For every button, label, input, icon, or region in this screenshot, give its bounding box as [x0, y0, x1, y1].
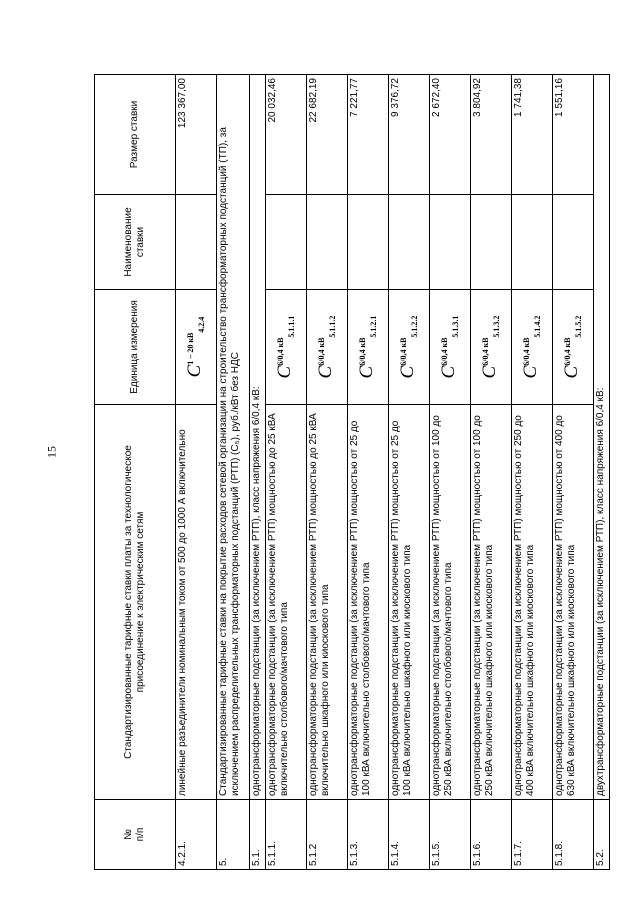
rate-value: 2 672,40: [430, 75, 471, 195]
rate-symbol-main: C: [478, 365, 500, 379]
row-description: однотрансформаторные подстанции (за исключением РТП) мощностью от 250 до 400 кВА включительно шкафного или киоскового типа: [512, 405, 553, 800]
rate-symbol-sup: 6/0,4 кВ: [275, 337, 285, 366]
rate-symbol-main: C: [396, 365, 418, 379]
rate-value: 1 551,16: [553, 75, 594, 195]
rate-symbol: [348, 290, 389, 405]
table-row: [512, 75, 553, 870]
row-number: 5.1.3.: [348, 800, 389, 870]
rate-value: 20 032,46: [266, 75, 307, 195]
row-number: 5.1.1.: [266, 800, 307, 870]
rate-symbol-main: C: [437, 365, 459, 379]
rate-name-cell: [471, 195, 512, 290]
rate-value: 9 376,72: [389, 75, 430, 195]
rate-symbol-main: C: [560, 365, 582, 379]
rate-symbol-main: C: [273, 365, 295, 379]
table-row: [348, 75, 389, 870]
rate-symbol-sub: 4.2.4: [196, 316, 206, 333]
row-description: однотрансформаторные подстанции (за исключением РТП) мощностью от 400 до 630 кВА включительно шкафного или киоскового типа: [553, 405, 594, 800]
rate-name-cell: [266, 195, 307, 290]
rate-symbol-sub: 5.1.2.2: [409, 315, 419, 338]
row-description: однотрансформаторные подстанции (за исключением РТП) мощностью от 100 до 250 кВА включительно шкафного или киоскового типа: [471, 405, 512, 800]
rate-symbol-main: C: [519, 365, 541, 379]
rate-symbol-sup: 6/0,4 кВ: [521, 337, 531, 366]
table-row: [307, 75, 348, 870]
row-description: однотрансформаторные подстанции (за исключением РТП) мощностью до 25 кВА включительно столбового/мачтового типа: [266, 405, 307, 800]
row-number: 5.1.8.: [553, 800, 594, 870]
rate-name-cell: [348, 195, 389, 290]
table-row: [553, 75, 594, 870]
page-number: 15: [44, 446, 59, 458]
row-number: 5.1.5.: [430, 800, 471, 870]
section-row: [217, 75, 250, 870]
rate-symbol-sup: 6/0,4 кВ: [357, 337, 367, 366]
rate-symbol-sup: 1 – 20 кВ: [185, 332, 195, 365]
header-num: № п/п: [95, 800, 176, 870]
row-description: однотрансформаторные подстанции (за исключением РТП) мощностью от 100 до 250 кВА включительно столбового/мачтового типа: [430, 405, 471, 800]
rate-symbol-main: C: [314, 365, 336, 379]
row-number: 5.2.: [594, 800, 610, 870]
rate-symbol-sup: 6/0,4 кВ: [316, 337, 326, 366]
tariff-table: [94, 74, 610, 870]
rate-symbol: [471, 290, 512, 405]
rate-symbol-sub: 5.1.4.2: [532, 315, 542, 338]
table-header-row: [95, 75, 176, 870]
row-description: однотрансформаторные подстанции (за исключением РТП) мощностью от 25 до 100 кВА включительно шкафного или киоскового типа: [389, 405, 430, 800]
header-unit: Единица измерения: [95, 290, 176, 405]
rate-value: 22 682,19: [307, 75, 348, 195]
rate-symbol-sub: 5.1.3.1: [450, 315, 460, 338]
subsection-row: [250, 75, 266, 870]
section-title: Стандартизированные тарифные ставки на покрытие расходов сетевой организации на строительство трансформаторных подстанций (ТП), за исключением распределительных трансформаторных подстанций (РТП) (С₅), руб./кВт без НДС: [217, 75, 250, 800]
row-number: 5.1.4.: [389, 800, 430, 870]
rate-symbol-main: C: [183, 364, 205, 378]
rate-value: 7 221,77: [348, 75, 389, 195]
header-rate-name: Наименование ставки: [95, 195, 176, 290]
rate-value: 1 741,38: [512, 75, 553, 195]
subsection-title: двухтрансформаторные подстанции (за исключением РТП), класс напряжения 6/0,4 кВ:: [594, 75, 610, 800]
row-number: 5.1.2: [307, 800, 348, 870]
row-description: однотрансформаторные подстанции (за исключением РТП) мощностью до 25 кВА включительно шкафного или киоскового типа: [307, 405, 348, 800]
rate-symbol-sub: 5.1.1.1: [286, 315, 296, 338]
subsection-title: однотрансформаторные подстанции (за исключением РТП), класс напряжения 6/0,4 кВ:: [250, 75, 266, 800]
row-number: 5.1.: [250, 800, 266, 870]
rate-symbol-sub: 5.1.5.2: [573, 315, 583, 338]
rate-symbol-sub: 5.1.2.1: [368, 315, 378, 338]
rate-symbol: [512, 290, 553, 405]
row-description: однотрансформаторные подстанции (за исключением РТП) мощностью от 25 до 100 кВА включительно столбового/мачтового типа: [348, 405, 389, 800]
rate-symbol: [430, 290, 471, 405]
subsection-row: [594, 75, 610, 870]
rate-symbol: [176, 290, 217, 405]
rate-symbol: [389, 290, 430, 405]
row-number: 5.: [217, 800, 250, 870]
rate-symbol-sup: 6/0,4 кВ: [439, 337, 449, 366]
table-row: [389, 75, 430, 870]
table-row: [176, 75, 217, 870]
rate-name-cell: [307, 195, 348, 290]
rate-symbol-sup: 6/0,4 кВ: [480, 337, 490, 366]
rate-value: 123 367,00: [176, 75, 217, 195]
header-name: Стандартизированные тарифные ставки платы за технологическое присоединение к электрическим сетям: [95, 405, 176, 800]
row-number: 5.1.7.: [512, 800, 553, 870]
table-row: [266, 75, 307, 870]
rate-symbol-sub: 5.1.3.2: [491, 315, 501, 338]
table-row: [471, 75, 512, 870]
rate-name-cell: [512, 195, 553, 290]
rotated-page-content: [94, 75, 606, 870]
row-number: 5.1.6.: [471, 800, 512, 870]
rate-name-cell: [176, 195, 217, 290]
header-rate-value: Размер ставки: [95, 75, 176, 195]
rate-symbol-sup: 6/0,4 кВ: [562, 337, 572, 366]
rate-symbol: [307, 290, 348, 405]
rate-symbol-sub: 5.1.1.2: [327, 315, 337, 338]
rate-value: 3 804,92: [471, 75, 512, 195]
rate-symbol-main: C: [355, 365, 377, 379]
items-body: [266, 75, 594, 870]
row-description: линейные разъединители номинальным током от 500 до 1000 А включительно: [176, 405, 217, 800]
rate-symbol: [266, 290, 307, 405]
rate-symbol: [553, 290, 594, 405]
table-row: [430, 75, 471, 870]
rate-name-cell: [553, 195, 594, 290]
rate-symbol-sup: 6/0,4 кВ: [398, 337, 408, 366]
rate-name-cell: [430, 195, 471, 290]
rate-name-cell: [389, 195, 430, 290]
row-number: 4.2.1.: [176, 800, 217, 870]
